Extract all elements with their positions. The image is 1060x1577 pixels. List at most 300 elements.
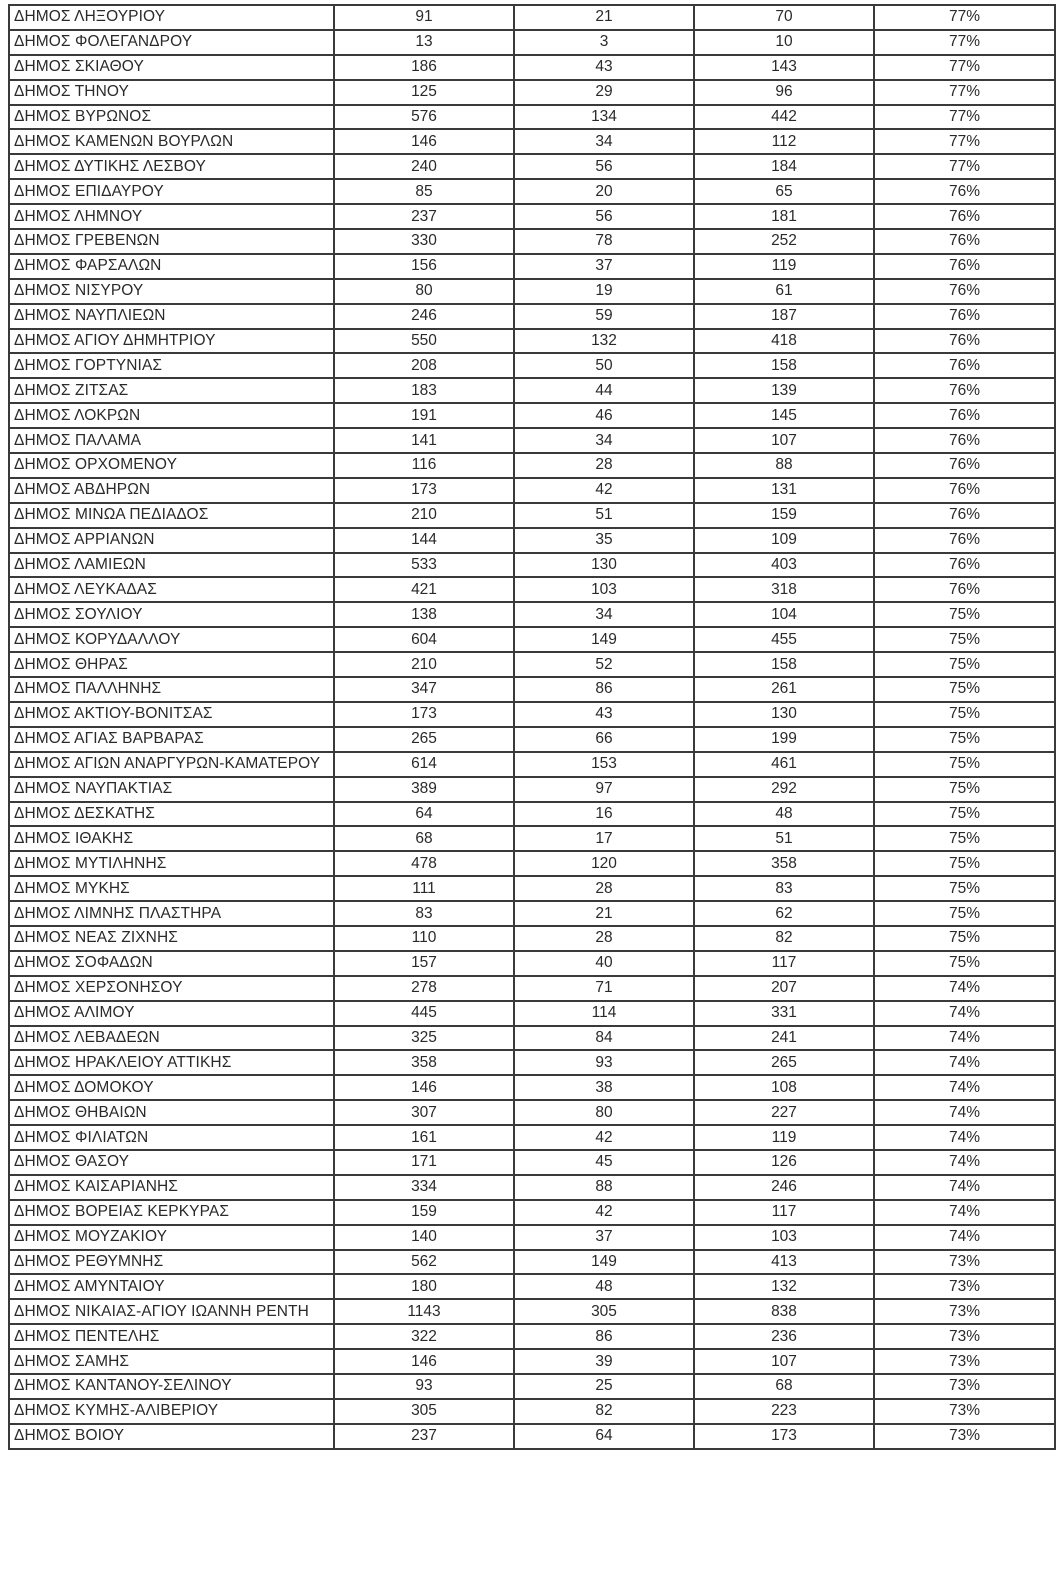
count-b-cell: 199 (694, 727, 874, 752)
total-cell: 191 (334, 403, 514, 428)
count-b-cell: 246 (694, 1175, 874, 1200)
municipality-name-cell: ΔΗΜΟΣ ΣΟΦΑΔΩΝ (9, 951, 334, 976)
count-b-cell: 132 (694, 1274, 874, 1299)
percentage-cell: 74% (874, 1125, 1055, 1150)
municipality-name-cell: ΔΗΜΟΣ ΑΜΥΝΤΑΙΟΥ (9, 1274, 334, 1299)
total-cell: 157 (334, 951, 514, 976)
municipality-name-cell: ΔΗΜΟΣ ΛΙΜΝΗΣ ΠΛΑΣΤΗΡΑ (9, 901, 334, 926)
count-b-cell: 413 (694, 1250, 874, 1275)
municipality-name-cell: ΔΗΜΟΣ ΔΕΣΚΑΤΗΣ (9, 802, 334, 827)
count-a-cell: 82 (514, 1399, 694, 1424)
count-a-cell: 134 (514, 105, 694, 130)
percentage-cell: 74% (874, 1150, 1055, 1175)
municipality-name-cell: ΔΗΜΟΣ ΦΟΛΕΓΑΝΔΡΟΥ (9, 30, 334, 55)
total-cell: 85 (334, 179, 514, 204)
municipality-name-cell: ΔΗΜΟΣ ΑΛΙΜΟΥ (9, 1001, 334, 1026)
count-b-cell: 65 (694, 179, 874, 204)
count-b-cell: 112 (694, 129, 874, 154)
count-b-cell: 252 (694, 229, 874, 254)
municipality-name-cell: ΔΗΜΟΣ ΘΗΡΑΣ (9, 652, 334, 677)
percentage-cell: 76% (874, 254, 1055, 279)
table-row (9, 1250, 1055, 1275)
percentage-cell: 75% (874, 652, 1055, 677)
count-a-cell: 84 (514, 1026, 694, 1051)
table-row (9, 727, 1055, 752)
count-b-cell: 108 (694, 1075, 874, 1100)
count-a-cell: 20 (514, 179, 694, 204)
municipality-name-cell: ΔΗΜΟΣ ΜΟΥΖΑΚΙΟΥ (9, 1225, 334, 1250)
total-cell: 347 (334, 677, 514, 702)
municipality-name-cell: ΔΗΜΟΣ ΛΟΚΡΩΝ (9, 403, 334, 428)
municipality-name-cell: ΔΗΜΟΣ ΝΑΥΠΑΚΤΙΑΣ (9, 777, 334, 802)
municipality-name-cell: ΔΗΜΟΣ ΦΑΡΣΑΛΩΝ (9, 254, 334, 279)
municipality-name-cell: ΔΗΜΟΣ ΘΗΒΑΙΩΝ (9, 1100, 334, 1125)
total-cell: 159 (334, 1200, 514, 1225)
count-b-cell: 96 (694, 80, 874, 105)
municipality-name-cell: ΔΗΜΟΣ ΒΥΡΩΝΟΣ (9, 105, 334, 130)
count-a-cell: 80 (514, 1100, 694, 1125)
total-cell: 265 (334, 727, 514, 752)
municipality-name-cell: ΔΗΜΟΣ ΤΗΝΟΥ (9, 80, 334, 105)
count-b-cell: 126 (694, 1150, 874, 1175)
municipality-name-cell: ΔΗΜΟΣ ΑΓΙΩΝ ΑΝΑΡΓΥΡΩΝ-ΚΑΜΑΤΕΡΟΥ (9, 752, 334, 777)
municipality-name-cell: ΔΗΜΟΣ ΧΕΡΣΟΝΗΣΟΥ (9, 976, 334, 1001)
total-cell: 322 (334, 1324, 514, 1349)
count-b-cell: 109 (694, 528, 874, 553)
percentage-cell: 74% (874, 1001, 1055, 1026)
count-b-cell: 68 (694, 1374, 874, 1399)
total-cell: 68 (334, 826, 514, 851)
count-b-cell: 223 (694, 1399, 874, 1424)
percentage-cell: 76% (874, 528, 1055, 553)
count-b-cell: 318 (694, 577, 874, 602)
count-b-cell: 119 (694, 1125, 874, 1150)
total-cell: 278 (334, 976, 514, 1001)
count-a-cell: 153 (514, 752, 694, 777)
total-cell: 604 (334, 627, 514, 652)
count-a-cell: 93 (514, 1050, 694, 1075)
table-row (9, 30, 1055, 55)
table-row (9, 229, 1055, 254)
table-row (9, 1200, 1055, 1225)
total-cell: 421 (334, 577, 514, 602)
table-row (9, 627, 1055, 652)
percentage-cell: 73% (874, 1374, 1055, 1399)
municipality-name-cell: ΔΗΜΟΣ ΚΑΝΤΑΝΟΥ-ΣΕΛΙΝΟΥ (9, 1374, 334, 1399)
table-row (9, 528, 1055, 553)
count-a-cell: 120 (514, 851, 694, 876)
percentage-cell: 75% (874, 926, 1055, 951)
count-b-cell: 88 (694, 453, 874, 478)
municipality-name-cell: ΔΗΜΟΣ ΣΟΥΛΙΟΥ (9, 602, 334, 627)
total-cell: 334 (334, 1175, 514, 1200)
percentage-cell: 76% (874, 353, 1055, 378)
percentage-cell: 74% (874, 1200, 1055, 1225)
count-a-cell: 52 (514, 652, 694, 677)
municipality-name-cell: ΔΗΜΟΣ ΓΡΕΒΕΝΩΝ (9, 229, 334, 254)
percentage-cell: 76% (874, 478, 1055, 503)
count-a-cell: 56 (514, 204, 694, 229)
percentage-cell: 73% (874, 1424, 1055, 1449)
count-a-cell: 34 (514, 428, 694, 453)
percentage-cell: 74% (874, 1225, 1055, 1250)
total-cell: 445 (334, 1001, 514, 1026)
municipality-name-cell: ΔΗΜΟΣ ΑΓΙΟΥ ΔΗΜΗΤΡΙΟΥ (9, 329, 334, 354)
count-b-cell: 207 (694, 976, 874, 1001)
total-cell: 237 (334, 1424, 514, 1449)
count-a-cell: 86 (514, 1324, 694, 1349)
count-b-cell: 455 (694, 627, 874, 652)
municipality-name-cell: ΔΗΜΟΣ ΝΙΚΑΙΑΣ-ΑΓΙΟΥ ΙΩΑΝΝΗ ΡΕΝΤΗ (9, 1299, 334, 1324)
total-cell: 141 (334, 428, 514, 453)
count-b-cell: 104 (694, 602, 874, 627)
percentage-cell: 75% (874, 901, 1055, 926)
municipality-name-cell: ΔΗΜΟΣ ΛΕΒΑΔΕΩΝ (9, 1026, 334, 1051)
percentage-cell: 75% (874, 727, 1055, 752)
total-cell: 83 (334, 901, 514, 926)
total-cell: 330 (334, 229, 514, 254)
total-cell: 180 (334, 1274, 514, 1299)
percentage-cell: 77% (874, 154, 1055, 179)
municipality-name-cell: ΔΗΜΟΣ ΜΥΚΗΣ (9, 876, 334, 901)
percentage-cell: 75% (874, 627, 1055, 652)
total-cell: 161 (334, 1125, 514, 1150)
count-b-cell: 292 (694, 777, 874, 802)
count-a-cell: 50 (514, 353, 694, 378)
percentage-cell: 75% (874, 602, 1055, 627)
percentage-cell: 77% (874, 129, 1055, 154)
count-b-cell: 10 (694, 30, 874, 55)
count-b-cell: 103 (694, 1225, 874, 1250)
table-row (9, 1374, 1055, 1399)
percentage-cell: 77% (874, 80, 1055, 105)
table-row (9, 179, 1055, 204)
total-cell: 533 (334, 553, 514, 578)
table-row (9, 80, 1055, 105)
municipality-name-cell: ΔΗΜΟΣ ΜΥΤΙΛΗΝΗΣ (9, 851, 334, 876)
count-b-cell: 187 (694, 304, 874, 329)
percentage-cell: 77% (874, 105, 1055, 130)
count-b-cell: 331 (694, 1001, 874, 1026)
count-b-cell: 107 (694, 428, 874, 453)
table-row (9, 702, 1055, 727)
count-a-cell: 132 (514, 329, 694, 354)
municipality-name-cell: ΔΗΜΟΣ ΓΟΡΤΥΝΙΑΣ (9, 353, 334, 378)
total-cell: 110 (334, 926, 514, 951)
count-b-cell: 158 (694, 353, 874, 378)
percentage-cell: 74% (874, 1175, 1055, 1200)
percentage-cell: 76% (874, 403, 1055, 428)
municipality-name-cell: ΔΗΜΟΣ ΜΙΝΩΑ ΠΕΔΙΑΔΟΣ (9, 503, 334, 528)
municipality-name-cell: ΔΗΜΟΣ ΒΟΡΕΙΑΣ ΚΕΡΚΥΡΑΣ (9, 1200, 334, 1225)
count-a-cell: 114 (514, 1001, 694, 1026)
municipality-name-cell: ΔΗΜΟΣ ΗΡΑΚΛΕΙΟΥ ΑΤΤΙΚΗΣ (9, 1050, 334, 1075)
percentage-cell: 76% (874, 279, 1055, 304)
count-b-cell: 265 (694, 1050, 874, 1075)
count-b-cell: 51 (694, 826, 874, 851)
table-row (9, 1125, 1055, 1150)
count-b-cell: 838 (694, 1299, 874, 1324)
municipality-name-cell: ΔΗΜΟΣ ΛΗΜΝΟΥ (9, 204, 334, 229)
table-row (9, 105, 1055, 130)
percentage-cell: 76% (874, 503, 1055, 528)
count-a-cell: 42 (514, 1125, 694, 1150)
table-row (9, 1349, 1055, 1374)
total-cell: 614 (334, 752, 514, 777)
count-a-cell: 56 (514, 154, 694, 179)
count-a-cell: 16 (514, 802, 694, 827)
municipality-name-cell: ΔΗΜΟΣ ΖΙΤΣΑΣ (9, 378, 334, 403)
count-a-cell: 51 (514, 503, 694, 528)
percentage-cell: 77% (874, 55, 1055, 80)
total-cell: 156 (334, 254, 514, 279)
municipality-name-cell: ΔΗΜΟΣ ΠΑΛΛΗΝΗΣ (9, 677, 334, 702)
total-cell: 246 (334, 304, 514, 329)
table-row (9, 851, 1055, 876)
total-cell: 186 (334, 55, 514, 80)
count-a-cell: 37 (514, 254, 694, 279)
count-b-cell: 358 (694, 851, 874, 876)
table-row (9, 403, 1055, 428)
count-a-cell: 28 (514, 876, 694, 901)
count-b-cell: 461 (694, 752, 874, 777)
percentage-cell: 73% (874, 1324, 1055, 1349)
count-b-cell: 241 (694, 1026, 874, 1051)
count-b-cell: 83 (694, 876, 874, 901)
count-b-cell: 181 (694, 204, 874, 229)
table-row (9, 353, 1055, 378)
percentage-cell: 73% (874, 1349, 1055, 1374)
municipality-name-cell: ΔΗΜΟΣ ΠΕΝΤΕΛΗΣ (9, 1324, 334, 1349)
table-row (9, 1175, 1055, 1200)
municipality-name-cell: ΔΗΜΟΣ ΑΒΔΗΡΩΝ (9, 478, 334, 503)
table-row (9, 1225, 1055, 1250)
count-b-cell: 107 (694, 1349, 874, 1374)
percentage-cell: 76% (874, 204, 1055, 229)
table-row (9, 55, 1055, 80)
table-row (9, 279, 1055, 304)
municipality-name-cell: ΔΗΜΟΣ ΑΚΤΙΟΥ-ΒΟΝΙΤΣΑΣ (9, 702, 334, 727)
table-row (9, 577, 1055, 602)
municipality-name-cell: ΔΗΜΟΣ ΒΟΙΟΥ (9, 1424, 334, 1449)
count-b-cell: 119 (694, 254, 874, 279)
percentage-cell: 76% (874, 304, 1055, 329)
total-cell: 183 (334, 378, 514, 403)
table-row (9, 254, 1055, 279)
total-cell: 550 (334, 329, 514, 354)
municipality-name-cell: ΔΗΜΟΣ ΛΗΞΟΥΡΙΟΥ (9, 5, 334, 30)
count-b-cell: 184 (694, 154, 874, 179)
count-b-cell: 227 (694, 1100, 874, 1125)
total-cell: 146 (334, 129, 514, 154)
count-a-cell: 103 (514, 577, 694, 602)
percentage-cell: 73% (874, 1299, 1055, 1324)
total-cell: 1143 (334, 1299, 514, 1324)
percentage-cell: 73% (874, 1274, 1055, 1299)
table-row (9, 478, 1055, 503)
total-cell: 64 (334, 802, 514, 827)
count-a-cell: 35 (514, 528, 694, 553)
count-a-cell: 149 (514, 627, 694, 652)
count-a-cell: 28 (514, 926, 694, 951)
count-b-cell: 418 (694, 329, 874, 354)
table-row (9, 876, 1055, 901)
table-row (9, 1026, 1055, 1051)
count-a-cell: 66 (514, 727, 694, 752)
count-a-cell: 19 (514, 279, 694, 304)
percentage-cell: 76% (874, 378, 1055, 403)
table-row (9, 1150, 1055, 1175)
total-cell: 576 (334, 105, 514, 130)
count-a-cell: 3 (514, 30, 694, 55)
municipality-name-cell: ΔΗΜΟΣ ΠΑΛΑΜΑ (9, 428, 334, 453)
count-a-cell: 39 (514, 1349, 694, 1374)
count-a-cell: 34 (514, 602, 694, 627)
total-cell: 171 (334, 1150, 514, 1175)
municipality-name-cell: ΔΗΜΟΣ ΑΓΙΑΣ ΒΑΡΒΑΡΑΣ (9, 727, 334, 752)
table-row (9, 1299, 1055, 1324)
municipality-name-cell: ΔΗΜΟΣ ΝΙΣΥΡΟΥ (9, 279, 334, 304)
percentage-cell: 75% (874, 677, 1055, 702)
table-row (9, 1424, 1055, 1449)
municipality-name-cell: ΔΗΜΟΣ ΝΕΑΣ ΖΙΧΝΗΣ (9, 926, 334, 951)
count-a-cell: 46 (514, 403, 694, 428)
total-cell: 116 (334, 453, 514, 478)
municipality-name-cell: ΔΗΜΟΣ ΦΙΛΙΑΤΩΝ (9, 1125, 334, 1150)
municipality-name-cell: ΔΗΜΟΣ ΣΑΜΗΣ (9, 1349, 334, 1374)
municipality-name-cell: ΔΗΜΟΣ ΘΑΣΟΥ (9, 1150, 334, 1175)
count-b-cell: 62 (694, 901, 874, 926)
table-row (9, 1100, 1055, 1125)
total-cell: 307 (334, 1100, 514, 1125)
table-row (9, 329, 1055, 354)
total-cell: 146 (334, 1075, 514, 1100)
total-cell: 562 (334, 1250, 514, 1275)
count-a-cell: 64 (514, 1424, 694, 1449)
total-cell: 325 (334, 1026, 514, 1051)
count-a-cell: 42 (514, 1200, 694, 1225)
total-cell: 305 (334, 1399, 514, 1424)
municipality-name-cell: ΔΗΜΟΣ ΚΥΜΗΣ-ΑΛΙΒΕΡΙΟΥ (9, 1399, 334, 1424)
total-cell: 144 (334, 528, 514, 553)
total-cell: 146 (334, 1349, 514, 1374)
count-b-cell: 61 (694, 279, 874, 304)
municipality-name-cell: ΔΗΜΟΣ ΣΚΙΑΘΟΥ (9, 55, 334, 80)
municipality-name-cell: ΔΗΜΟΣ ΔΥΤΙΚΗΣ ΛΕΣΒΟΥ (9, 154, 334, 179)
table-row (9, 1050, 1055, 1075)
municipality-name-cell: ΔΗΜΟΣ ΛΕΥΚΑΔΑΣ (9, 577, 334, 602)
count-a-cell: 43 (514, 702, 694, 727)
count-a-cell: 149 (514, 1250, 694, 1275)
percentage-cell: 76% (874, 428, 1055, 453)
total-cell: 93 (334, 1374, 514, 1399)
table-row (9, 154, 1055, 179)
count-b-cell: 139 (694, 378, 874, 403)
municipality-name-cell: ΔΗΜΟΣ ΚΑΙΣΑΡΙΑΝΗΣ (9, 1175, 334, 1200)
percentage-cell: 77% (874, 30, 1055, 55)
count-a-cell: 40 (514, 951, 694, 976)
total-cell: 125 (334, 80, 514, 105)
count-a-cell: 45 (514, 1150, 694, 1175)
percentage-cell: 76% (874, 553, 1055, 578)
count-a-cell: 29 (514, 80, 694, 105)
total-cell: 208 (334, 353, 514, 378)
percentage-cell: 77% (874, 5, 1055, 30)
total-cell: 478 (334, 851, 514, 876)
municipality-name-cell: ΔΗΜΟΣ ΔΟΜΟΚΟΥ (9, 1075, 334, 1100)
total-cell: 91 (334, 5, 514, 30)
count-b-cell: 261 (694, 677, 874, 702)
count-b-cell: 158 (694, 652, 874, 677)
total-cell: 140 (334, 1225, 514, 1250)
table-row (9, 802, 1055, 827)
total-cell: 240 (334, 154, 514, 179)
count-b-cell: 48 (694, 802, 874, 827)
count-a-cell: 48 (514, 1274, 694, 1299)
percentage-cell: 75% (874, 777, 1055, 802)
count-a-cell: 43 (514, 55, 694, 80)
municipality-name-cell: ΔΗΜΟΣ ΡΕΘΥΜΝΗΣ (9, 1250, 334, 1275)
total-cell: 80 (334, 279, 514, 304)
percentage-cell: 76% (874, 577, 1055, 602)
table-row (9, 951, 1055, 976)
count-a-cell: 59 (514, 304, 694, 329)
count-b-cell: 236 (694, 1324, 874, 1349)
percentage-cell: 75% (874, 876, 1055, 901)
percentage-cell: 75% (874, 826, 1055, 851)
municipality-name-cell: ΔΗΜΟΣ ΚΟΡΥΔΑΛΛΟΥ (9, 627, 334, 652)
table-row (9, 1001, 1055, 1026)
table-row (9, 378, 1055, 403)
count-a-cell: 78 (514, 229, 694, 254)
total-cell: 173 (334, 478, 514, 503)
total-cell: 138 (334, 602, 514, 627)
table-row (9, 204, 1055, 229)
table-row (9, 428, 1055, 453)
count-b-cell: 403 (694, 553, 874, 578)
percentage-cell: 74% (874, 976, 1055, 1001)
municipality-table (8, 4, 1056, 1450)
municipality-name-cell: ΔΗΜΟΣ ΕΠΙΔΑΥΡΟΥ (9, 179, 334, 204)
municipality-name-cell: ΔΗΜΟΣ ΚΑΜΕΝΩΝ ΒΟΥΡΛΩΝ (9, 129, 334, 154)
table-row (9, 5, 1055, 30)
count-b-cell: 159 (694, 503, 874, 528)
count-a-cell: 34 (514, 129, 694, 154)
count-a-cell: 130 (514, 553, 694, 578)
percentage-cell: 75% (874, 851, 1055, 876)
table-row (9, 677, 1055, 702)
percentage-cell: 75% (874, 752, 1055, 777)
percentage-cell: 76% (874, 229, 1055, 254)
total-cell: 173 (334, 702, 514, 727)
percentage-cell: 76% (874, 329, 1055, 354)
count-a-cell: 25 (514, 1374, 694, 1399)
count-a-cell: 305 (514, 1299, 694, 1324)
count-a-cell: 44 (514, 378, 694, 403)
count-a-cell: 97 (514, 777, 694, 802)
count-a-cell: 38 (514, 1075, 694, 1100)
municipality-name-cell: ΔΗΜΟΣ ΟΡΧΟΜΕΝΟΥ (9, 453, 334, 478)
table-row (9, 901, 1055, 926)
count-b-cell: 131 (694, 478, 874, 503)
table-row (9, 602, 1055, 627)
count-b-cell: 173 (694, 1424, 874, 1449)
percentage-cell: 75% (874, 702, 1055, 727)
percentage-cell: 76% (874, 179, 1055, 204)
count-a-cell: 86 (514, 677, 694, 702)
count-a-cell: 28 (514, 453, 694, 478)
table-row (9, 652, 1055, 677)
